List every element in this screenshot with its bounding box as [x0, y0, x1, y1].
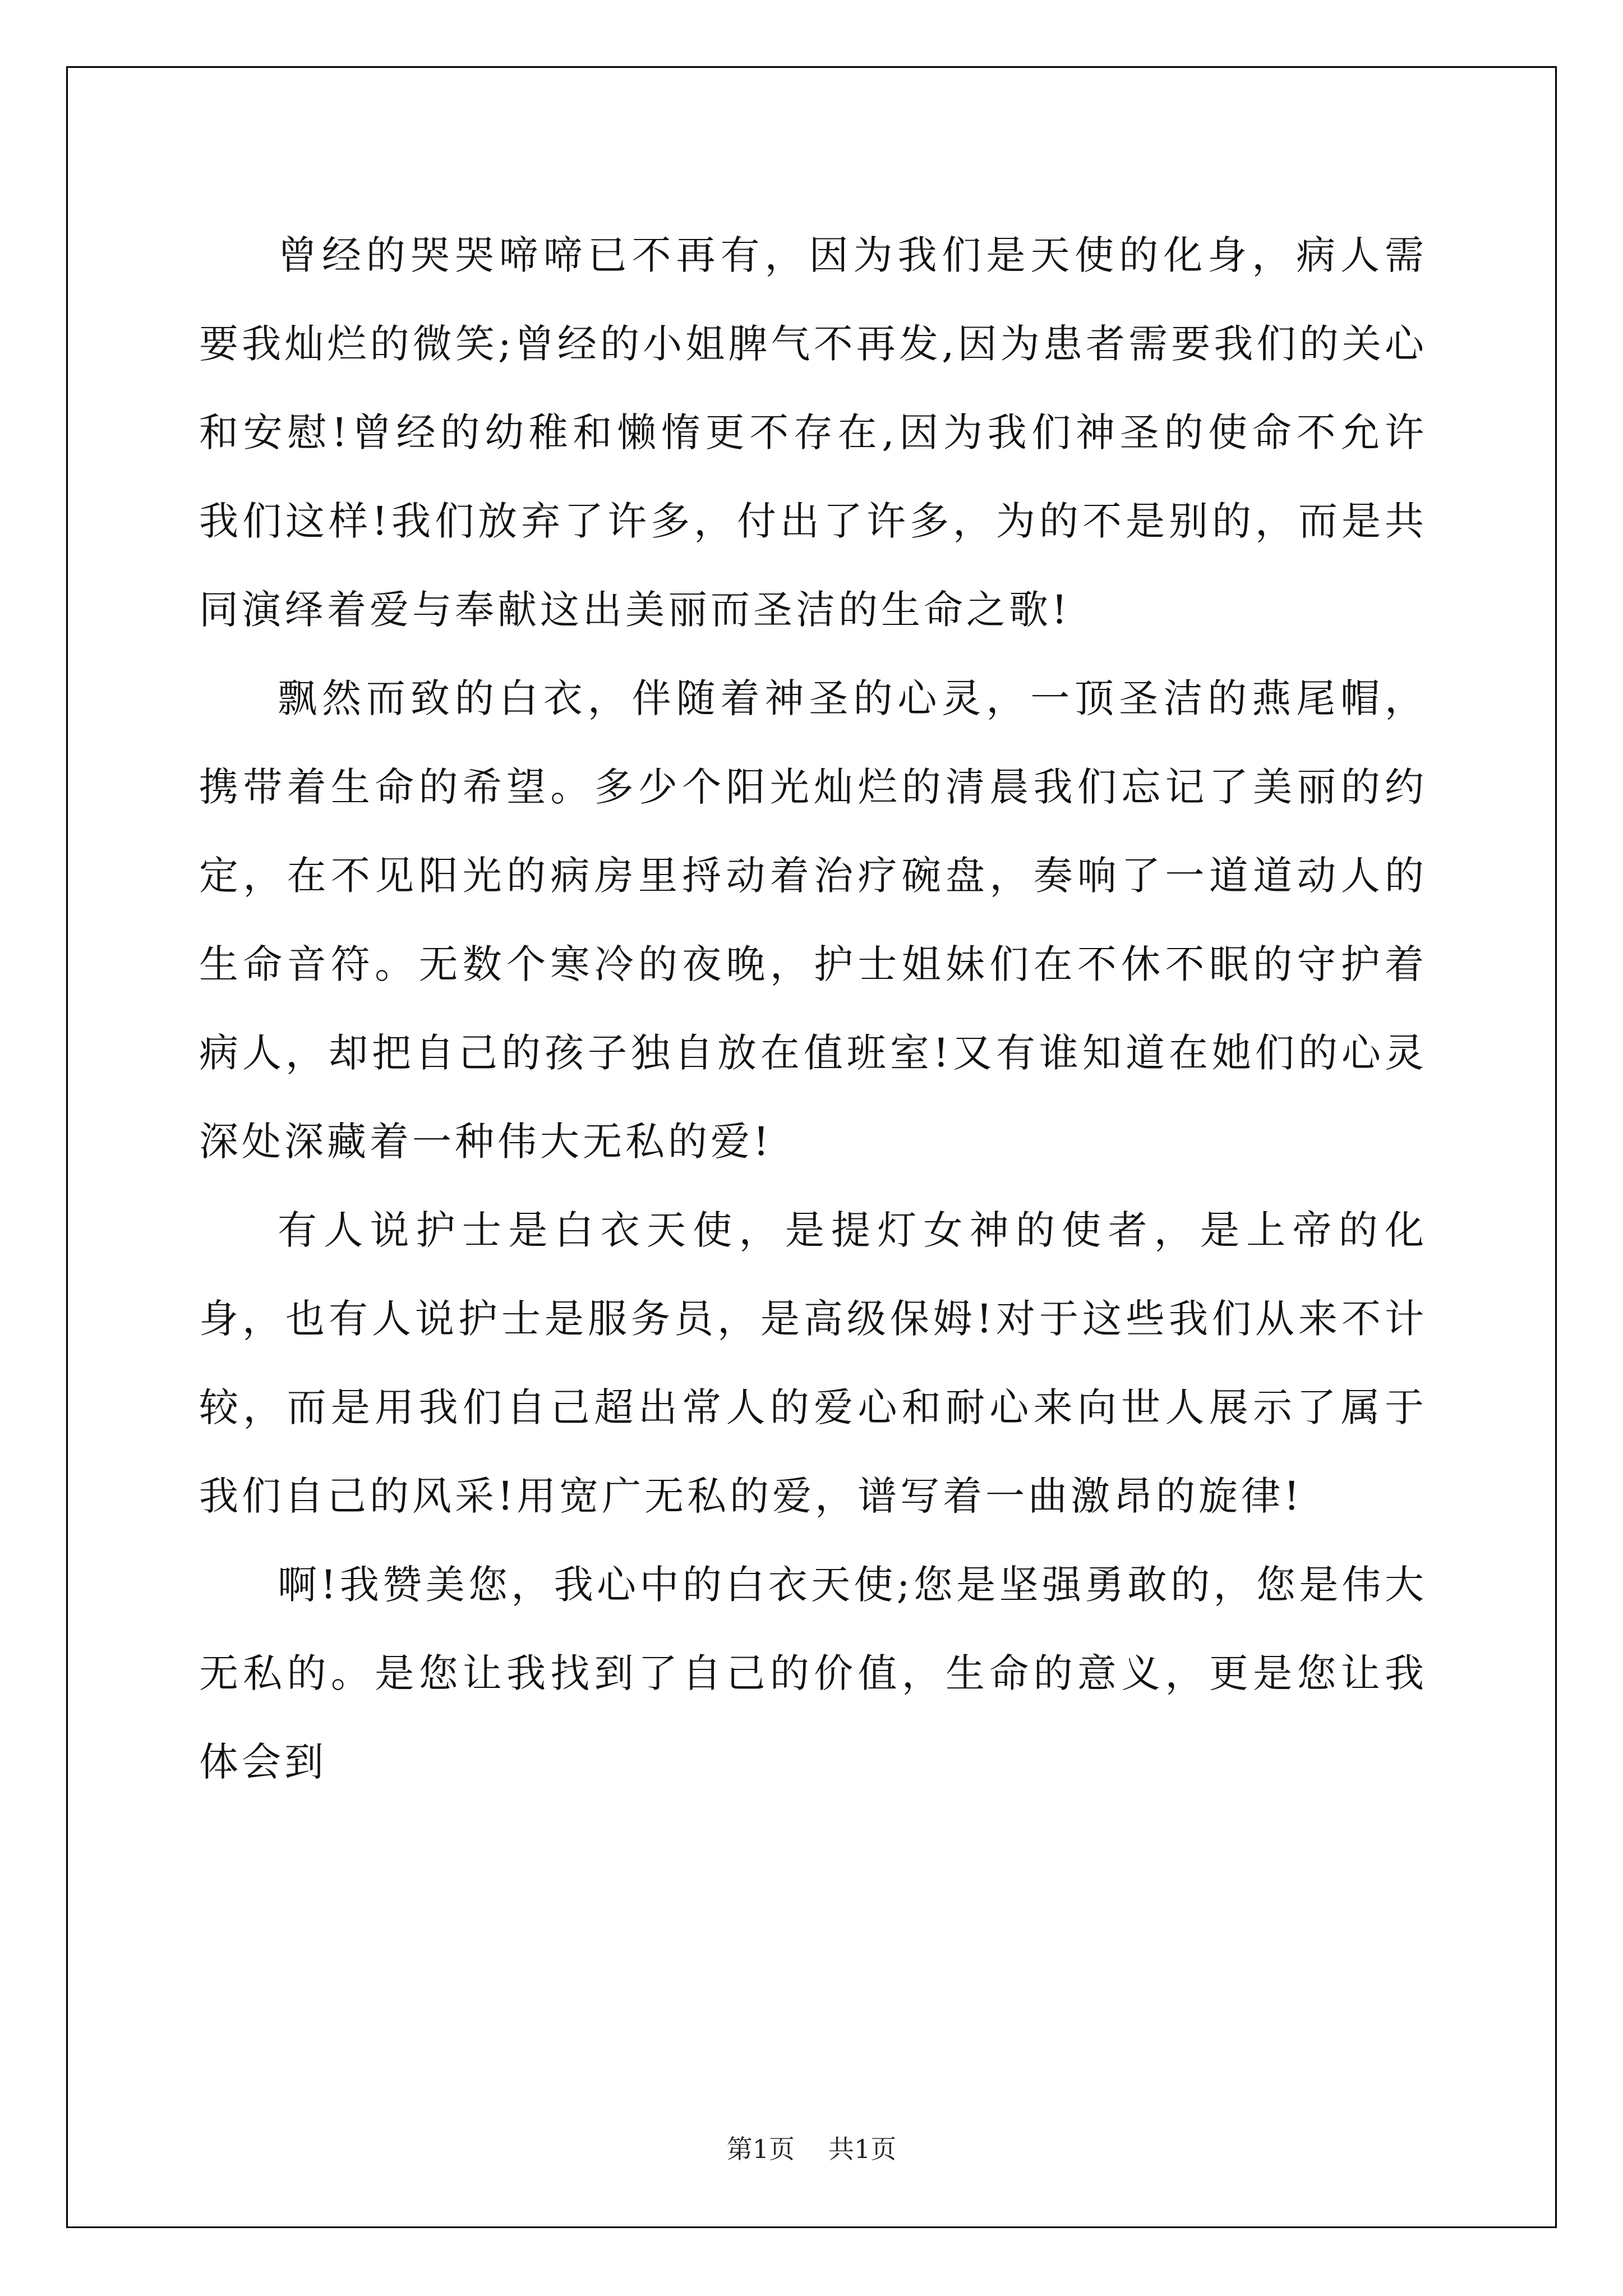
- paragraph-1: 曾经的哭哭啼啼已不再有，因为我们是天使的化身，病人需要我灿烂的微笑;曾经的小姐脾气不再发,因为患者需要我们的关心和安慰!曾经的幼稚和懒惰更不存在,因为我们神圣的使命不允许我们这样!我们放弃了许多，付出了许多，为的不是别的，而是共同演绎着爱与奉献这出美丽而圣洁的生命之歌!: [199, 232, 1427, 633]
- page-number: 第1页: [726, 2134, 795, 2164]
- paragraph-3: 有人说护士是白衣天使，是提灯女神的使者，是上帝的化身，也有人说护士是服务员，是高级保姆!对于这些我们从来不计较，而是用我们自己超出常人的爱心和耐心来向世人展示了属于我们自己的风采!用宽广无私的爱，谱写着一曲激昂的旋律!: [199, 1207, 1427, 1519]
- document-body: [199, 211, 1427, 1806]
- paragraph-2: 飘然而致的白衣，伴随着神圣的心灵，一顶圣洁的燕尾帽，携带着生命的希望。多少个阳光灿烂的清晨我们忘记了美丽的约定，在不见阳光的病房里捋动着治疗碗盘，奏响了一道道动人的生命音符。无数个寒冷的夜晚，护士姐妹们在不休不眠的守护着病人，却把自己的孩子独自放在值班室!又有谁知道在她们的心灵深处深藏着一种伟大无私的爱!: [199, 675, 1427, 1165]
- page-footer: [0, 2129, 1623, 2166]
- paragraph-4: 啊!我赞美您，我心中的白衣天使;您是坚强勇敢的，您是伟大无私的。是您让我找到了自己的价值，生命的意义，更是您让我体会到: [199, 1562, 1427, 1785]
- page-total: 共1页: [828, 2134, 897, 2164]
